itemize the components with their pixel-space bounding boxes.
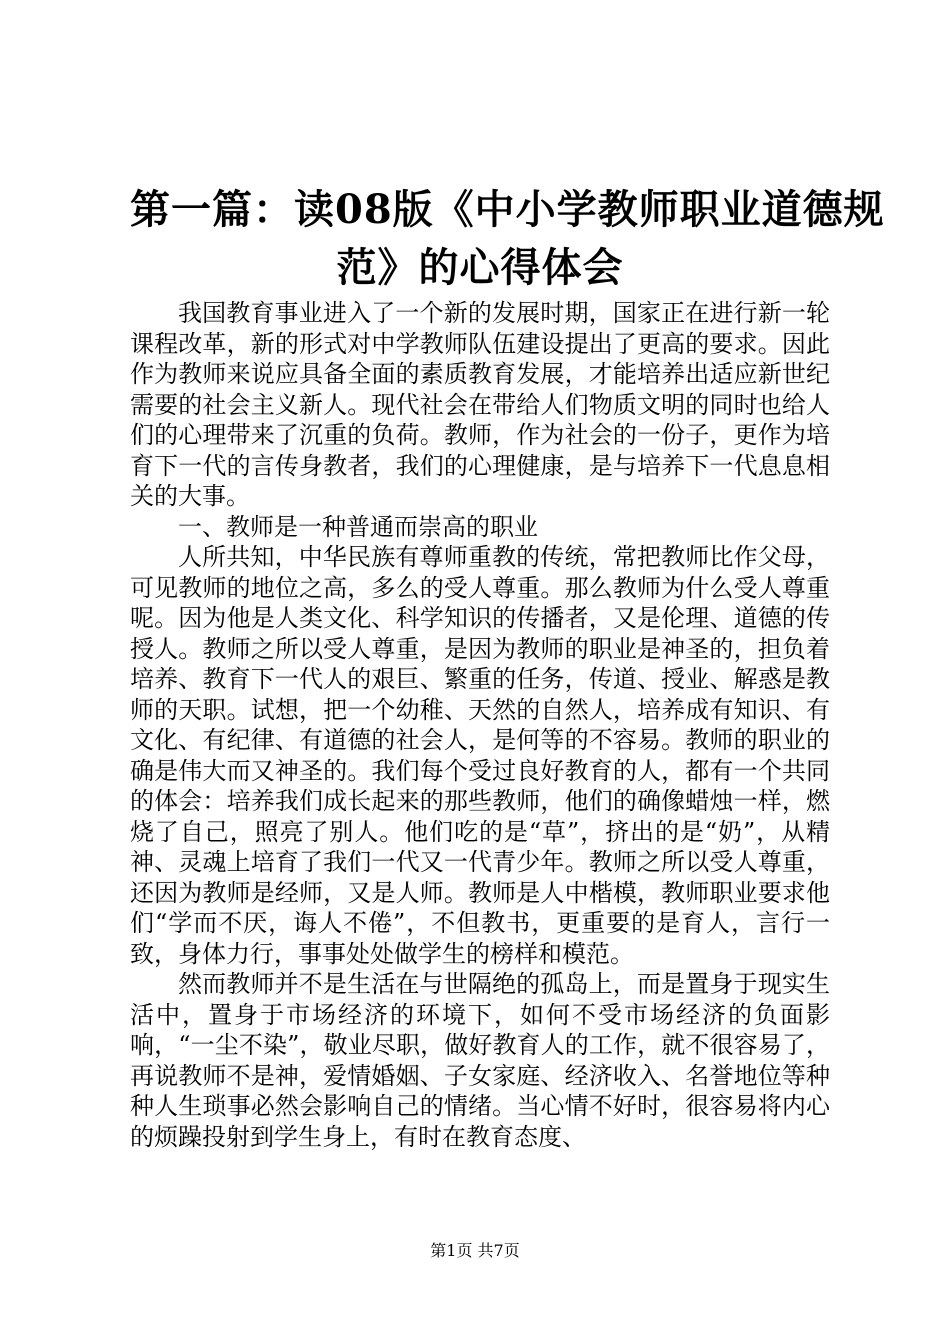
document-title-line-1: 第一篇：读08版《中小学教师职业道德规 (130, 186, 885, 233)
paragraph-intro: 我国教育事业进入了一个新的发展时期，国家正在进行新一轮课程改革，新的形式对中学教师队伍建设提出了更高的要求。因此作为教师来说应具备全面的素质教育发展，才能培养出适应新世纪需要的社会主义新人。现代社会在带给人们物质文明的同时也给人们的心理带来了沉重的负荷。教师，作为社会的一份子，更作为培育下一代的言传身教者，我们的心理健康，是与培养下一代息息相关的大事。 (130, 299, 830, 510)
document-title-line-2: 范》的心得体会 (336, 244, 624, 291)
page-footer: 第1页 共7页 (430, 1241, 520, 1260)
document-body (130, 298, 830, 1152)
paragraph-respect: 人所共知，中华民族有尊师重教的传统，常把教师比作父母，可见教师的地位之高，多么的受人尊重。那么教师为什么受人尊重呢。因为他是人类文化、科学知识的传播者，又是伦理、道德的传授人。教师之所以受人尊重，是因为教师的职业是神圣的，担负着培养、教育下一代人的艰巨、繁重的任务，传道、授业、解惑是教师的天职。试想，把一个幼稚、天然的自然人，培养成有知识、有文化、有纪律、有道德的社会人，是何等的不容易。教师的职业的确是伟大而又神圣的。我们每个受过良好教育的人，都有一个共同的体会：培养我们成长起来的那些教师，他们的确像蜡烛一样，燃烧了自己，照亮了别人。他们吃的是“草”，挤出的是“奶”，从精神、灵魂上培育了我们一代又一代青少年。教师之所以受人尊重，还因为教师是经师，又是人师。教师是人中楷模，教师职业要求他们“学而不厌，诲人不倦”，不但教书，更重要的是育人，言行一致，身体力行，事事处处做学生的榜样和模范。 (130, 543, 830, 968)
section-heading: 一、教师是一种普通而崇高的职业 (178, 512, 538, 541)
paragraph-however: 然而教师并不是生活在与世隔绝的孤岛上，而是置身于现实生活中，置身于市场经济的环境下，如何不受市场经济的负面影响，“一尘不染”，敬业尽职，做好教育人的工作，就不很容易了，再说教师不是神，爱情婚姻、子女家庭、经济收入、名誉地位等种种人生琐事必然会影响自己的情绪。当心情不好时，很容易将内心的烦躁投射到学生身上，有时在教育态度、 (130, 970, 830, 1151)
